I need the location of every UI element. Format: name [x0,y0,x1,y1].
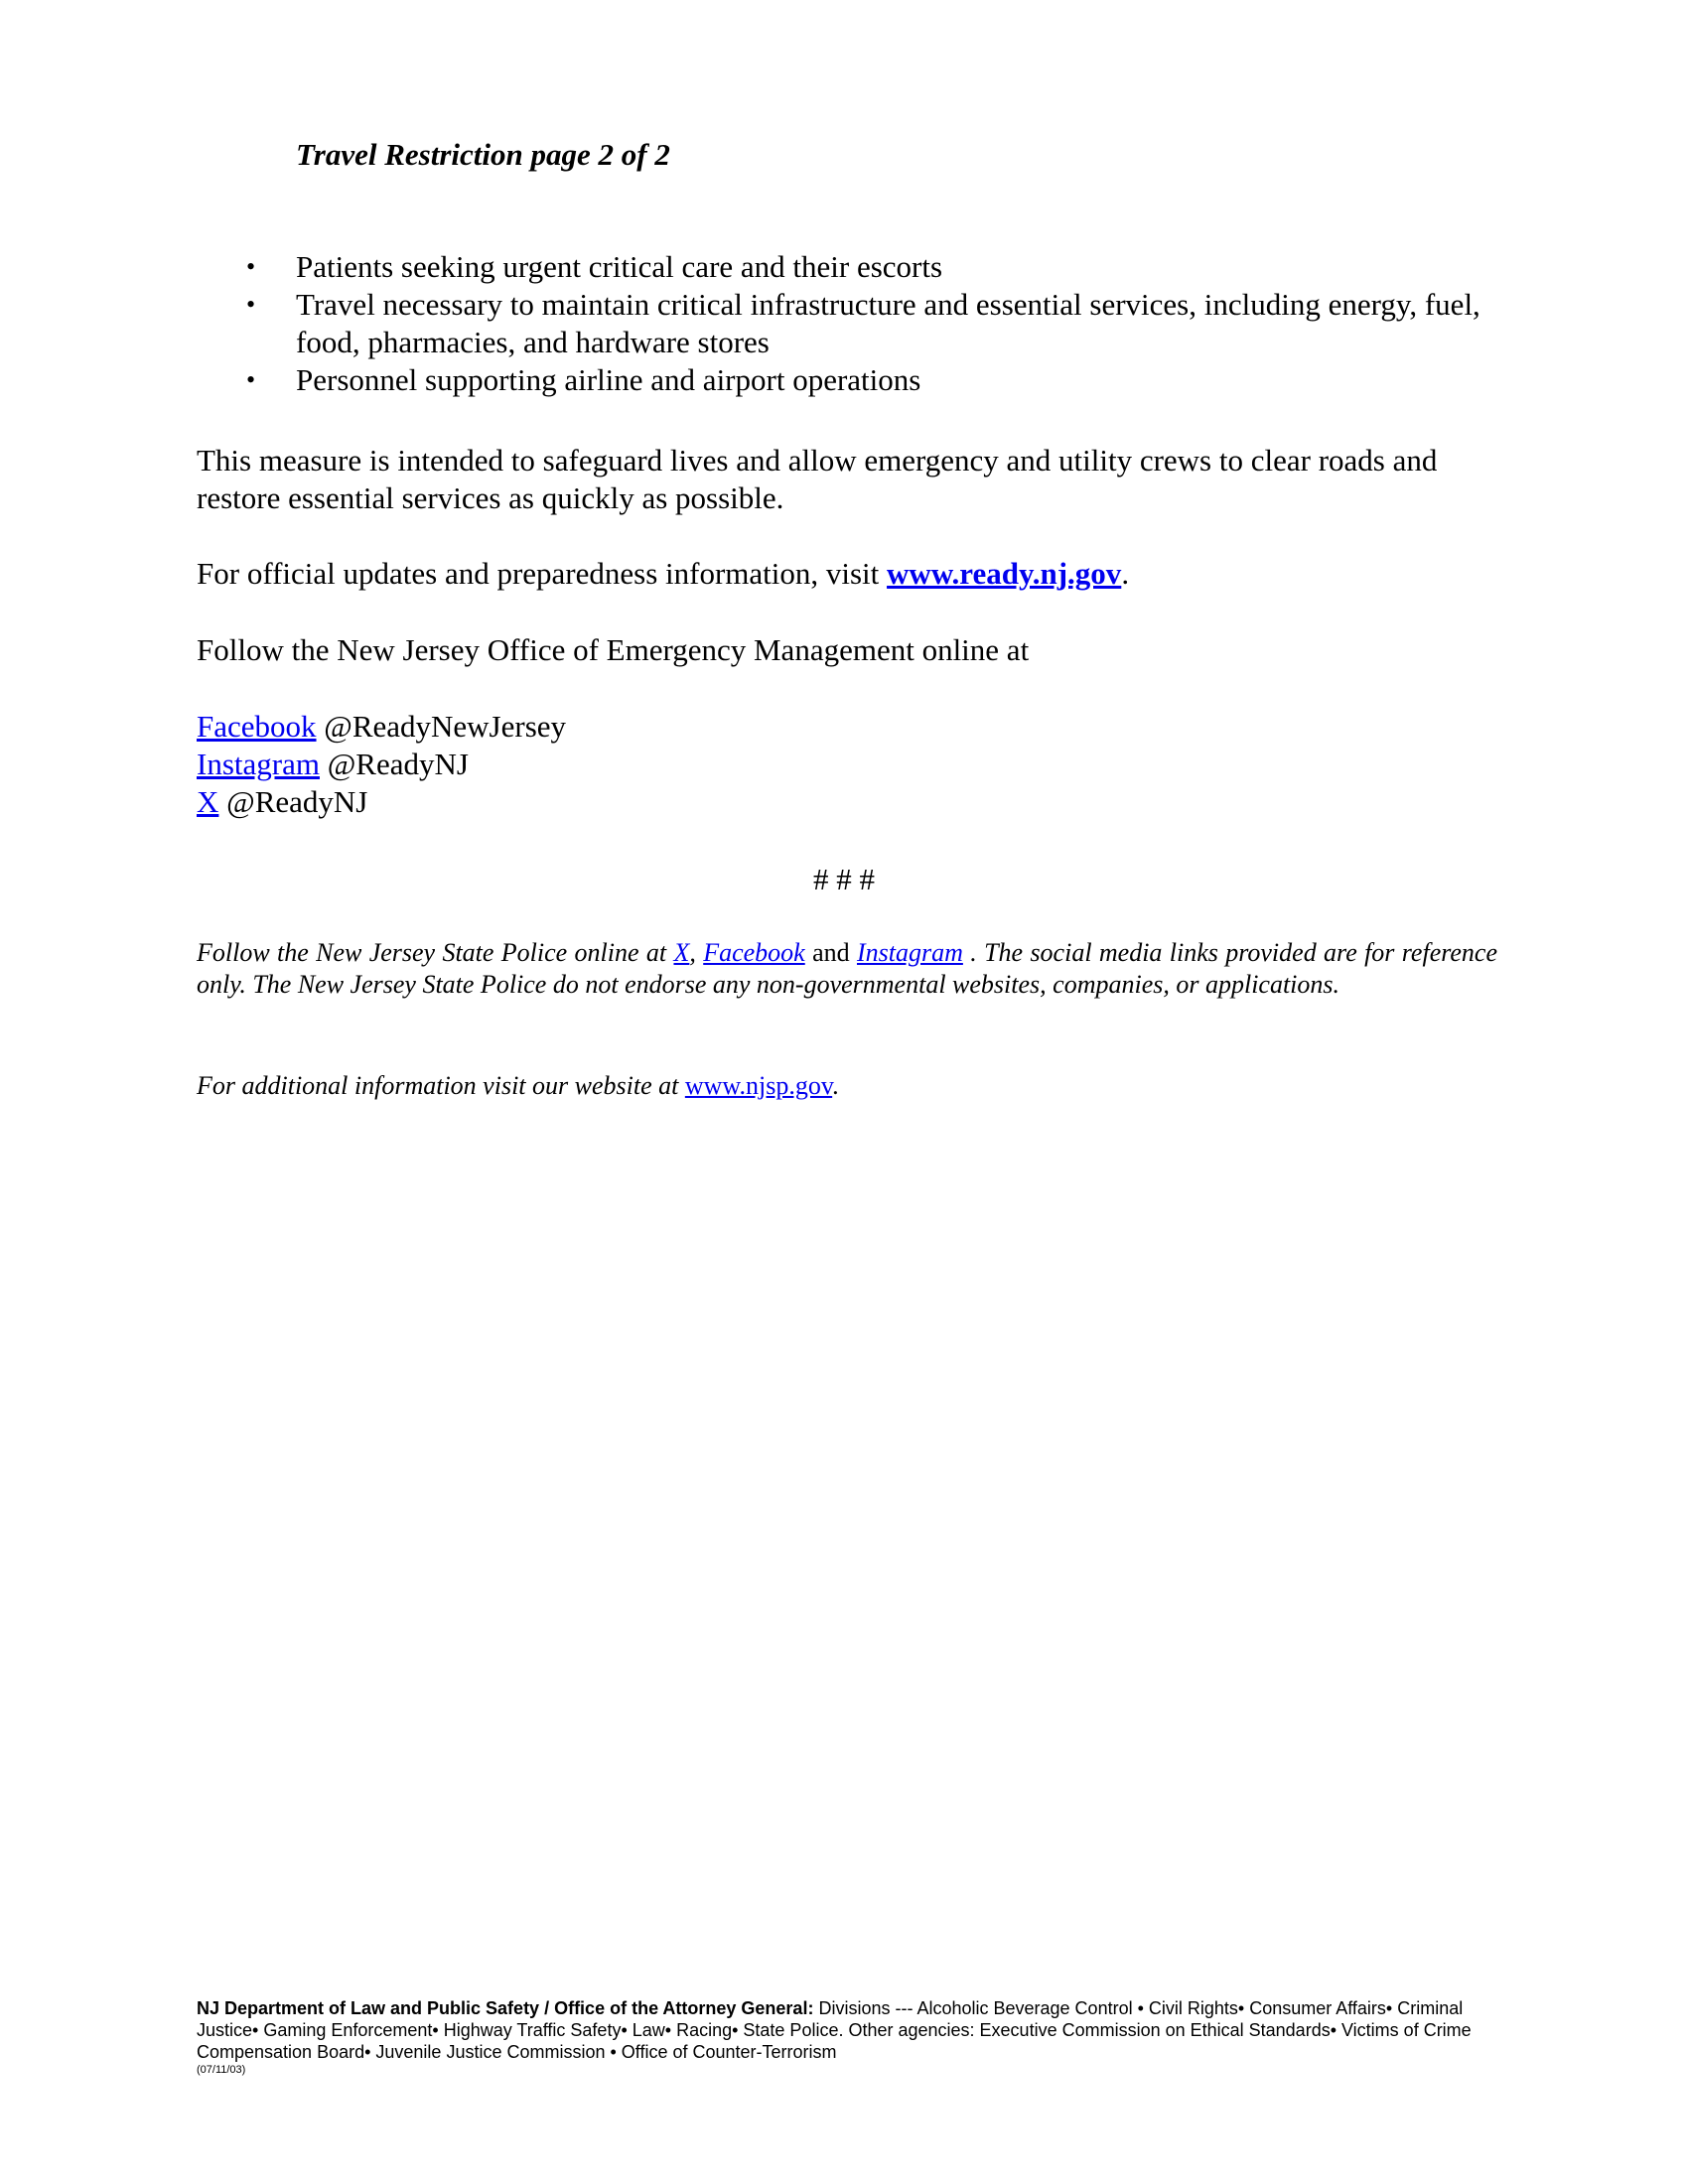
exemption-list [197,248,1497,399]
page-title: Travel Restriction page 2 of 2 [296,137,670,172]
list-item [197,286,1497,361]
x-link[interactable]: X [197,784,219,819]
njsp-instagram-link[interactable]: Instagram [856,938,963,967]
measure-paragraph: This measure is intended to safeguard lives and allow emergency and utility crews to clear roads and restore essential services as quickly as possible. [197,443,1438,515]
njsp-and: and [804,938,857,967]
updates-paragraph [197,555,1497,593]
instagram-link[interactable]: Instagram [197,747,320,781]
list-item [197,248,1497,286]
njsp-website-link[interactable]: www.njsp.gov [684,1071,833,1100]
list-item [197,361,1497,399]
njsp-prefix: Follow the New Jersey State Police online at [197,938,674,967]
updates-suffix: . [1121,556,1130,591]
social-row-x [197,783,1497,821]
footer-form-code: (07/11/03) [197,2064,246,2076]
list-item-text: Patients seeking urgent critical care and their escorts [296,249,943,284]
footer-divisions-text: Divisions --- Alcoholic Beverage Control • Civil Rights• Consumer Affairs• Criminal Justice• Gaming Enforcement• Highway Traffic Safety• Law• Racing• State Police. Other agencies: Executive Commission on Ethical Standards• Victims of Crime Compensation Board• Juvenile Justice Commission • Office of Counter-Terrorism [197,1998,1472,2062]
website-suffix: . [832,1071,839,1100]
footer-agency-title: NJ Department of Law and Public Safety / Office of the Attorney General: [197,1998,814,2018]
footer-divisions [197,1997,1487,2063]
x-handle: @ReadyNJ [218,784,368,819]
njsp-website-paragraph [197,1070,1497,1102]
njsp-comma: , [689,938,704,967]
end-separator: # # # [813,862,875,896]
website-prefix: For additional information visit our website at [197,1071,685,1100]
oem-social-list [197,708,1497,821]
bullet-icon: • [246,365,256,394]
njsp-x-link[interactable]: X [673,938,690,967]
list-item-text: Personnel supporting airline and airport operations [296,362,921,397]
page-footer [197,1997,1487,2077]
facebook-handle: @ReadyNewJersey [316,709,567,744]
social-row-facebook [197,708,1497,746]
follow-oem-paragraph: Follow the New Jersey Office of Emergency Management online at [197,632,1030,667]
social-row-instagram [197,746,1497,783]
list-item-text: Travel necessary to maintain critical infrastructure and essential services, including energy, fuel, food, pharmacies, and hardware stores [296,287,1480,359]
njsp-disclaimer: . The social media links provided are for reference only. The New Jersey State Police do not endorse any non-governmental websites, companies, or applications. [197,938,1498,999]
njsp-facebook-link[interactable]: Facebook [703,938,805,967]
bullet-icon: • [246,252,256,281]
bullet-icon: • [246,290,256,319]
facebook-link[interactable]: Facebook [197,709,317,744]
njsp-social-paragraph [197,937,1497,1001]
ready-nj-link[interactable]: www.ready.nj.gov [887,556,1122,591]
instagram-handle: @ReadyNJ [319,747,469,781]
updates-prefix: For official updates and preparedness information, visit [197,556,888,591]
